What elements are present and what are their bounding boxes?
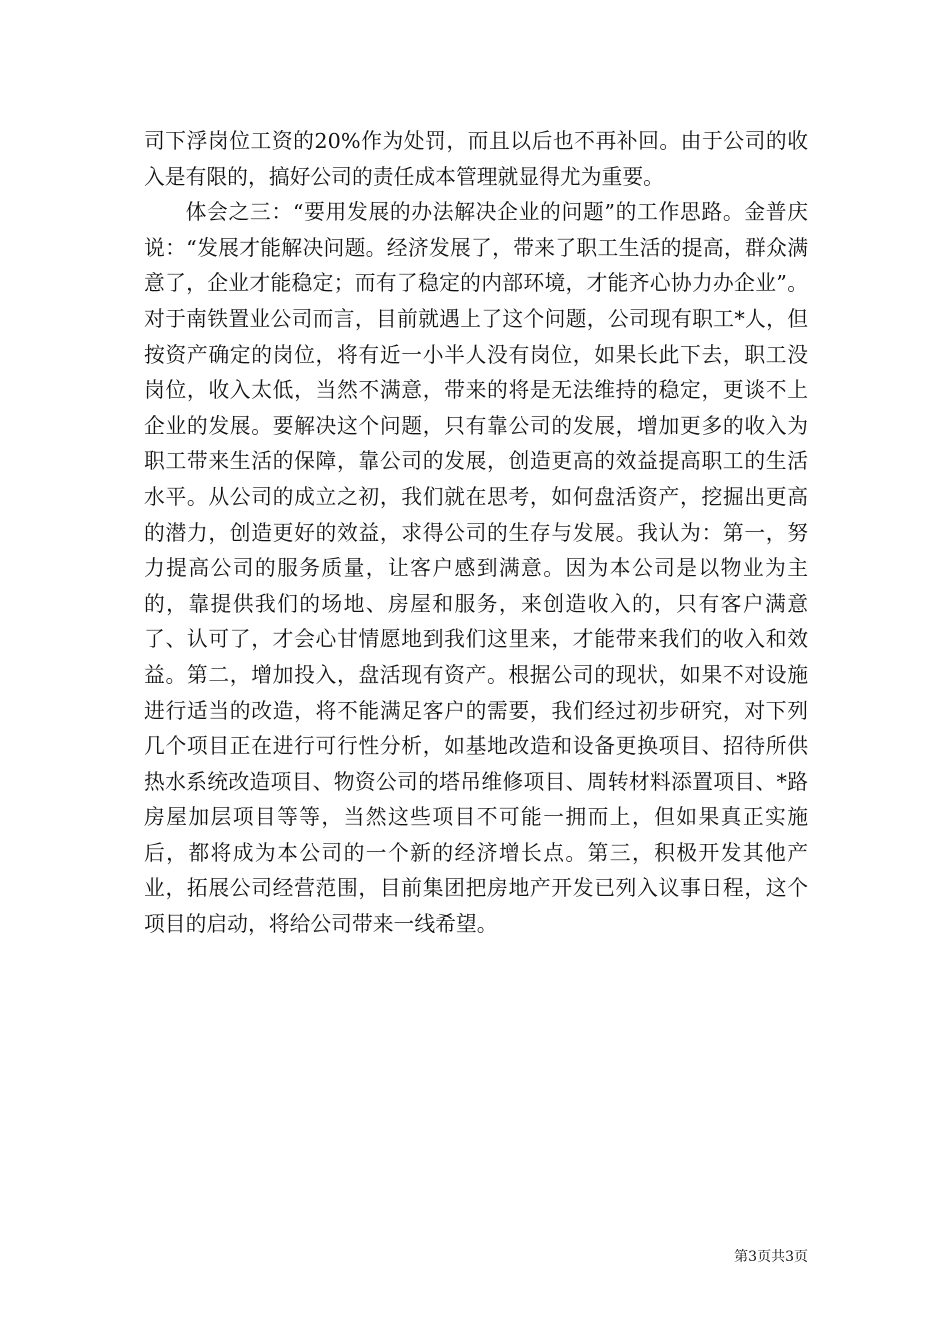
- paragraph-experience-three: 体会之三：“要用发展的办法解决企业的问题”的工作思路。金普庆说：“发展才能解决问题。经济发展了，带来了职工生活的提高，群众满意了，企业才能稳定；而有了稳定的内部环境，才能齐心协力办企业”。对于南铁置业公司而言，目前就遇上了这个问题，公司现有职工*人，但按资产确定的岗位，将有近一小半人没有岗位，如果长此下去，职工没岗位，收入太低，当然不满意，带来的将是无法维持的稳定，更谈不上企业的发展。要解决这个问题，只有靠公司的发展，增加更多的收入为职工带来生活的保障，靠公司的发展，创造更高的效益提高职工的生活水平。从公司的成立之初，我们就在思考，如何盘活资产，挖掘出更高的潜力，创造更好的效益，求得公司的生存与发展。我认为：第一，努力提高公司的服务质量，让客户感到满意。因为本公司是以物业为主的，靠提供我们的场地、房屋和服务，来创造收入的，只有客户满意了、认可了，才会心甘情愿地到我们这里来，才能带来我们的收入和效益。第二，增加投入，盘活现有资产。根据公司的现状，如果不对设施进行适当的改造，将不能满足客户的需要，我们经过初步研究，对下列几个项目正在进行可行性分析，如基地改造和设备更换项目、招待所供热水系统改造项目、物资公司的塔吊维修项目、周转材料添置项目、*路房屋加层项目等等，当然这些项目不可能一拥而上，但如果真正实施后，都将成为本公司的一个新的经济增长点。第三，积极开发其他产业，拓展公司经营范围，目前集团把房地产开发已列入议事日程，这个项目的启动，将给公司带来一线希望。: [144, 200, 808, 937]
- paragraph-continuation: 司下浮岗位工资的20%作为处罚，而且以后也不再补回。由于公司的收入是有限的，搞好公司的责任成本管理就显得尤为重要。: [144, 129, 808, 189]
- page-number-footer: 第3页共3页: [734, 1249, 808, 1265]
- document-body: [144, 124, 808, 943]
